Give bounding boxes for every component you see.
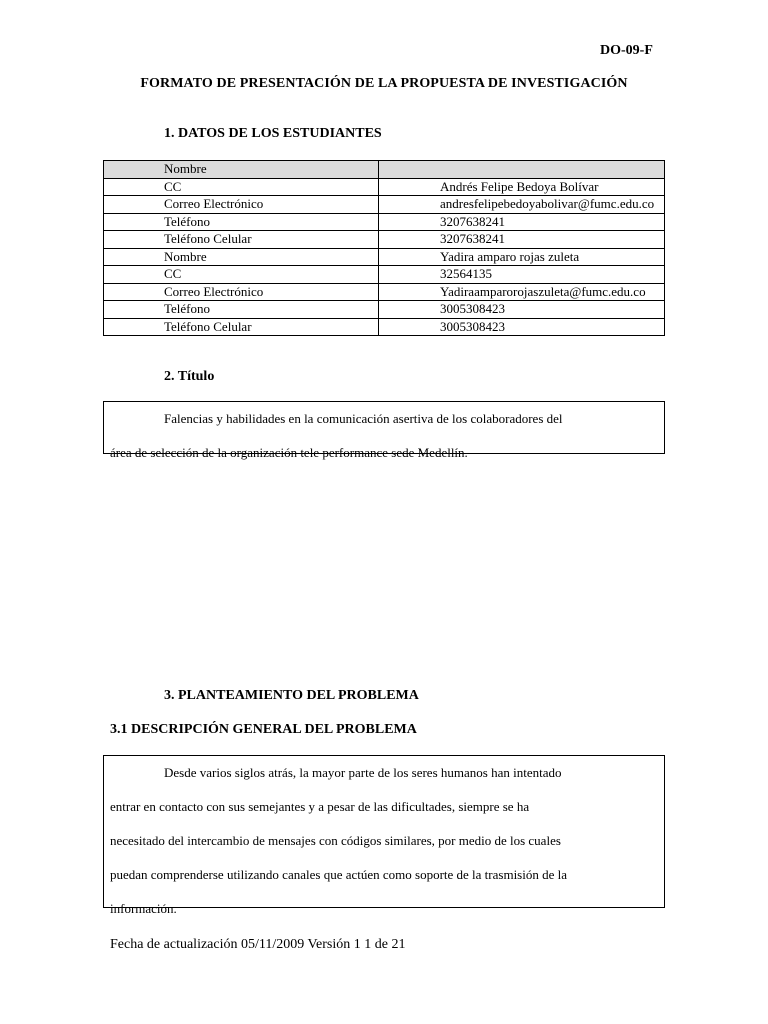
field-label-cell: Correo Electrónico xyxy=(104,196,379,214)
footer-update-info: Fecha de actualización 05/11/2009 Versión 1 1 de 21 xyxy=(110,937,406,952)
field-value-cell: Andrés Felipe Bedoya Bolívar xyxy=(379,178,665,196)
problem-text-line: información. xyxy=(110,901,177,916)
section-problem-description-heading: 3.1 DESCRIPCIÓN GENERAL DEL PROBLEMA xyxy=(110,722,417,737)
table-row xyxy=(104,196,665,214)
field-value-cell: 3005308423 xyxy=(379,318,665,336)
field-value-cell: 3005308423 xyxy=(379,301,665,319)
field-value-cell: Yadira amparo rojas zuleta xyxy=(379,248,665,266)
document-code: DO-09-F xyxy=(600,43,653,58)
table-row xyxy=(104,318,665,336)
field-label-cell: Teléfono Celular xyxy=(104,318,379,336)
field-label-cell: Nombre xyxy=(104,248,379,266)
table-row xyxy=(104,178,665,196)
field-value-cell: Yadiraamparorojaszuleta@fumc.edu.co xyxy=(379,283,665,301)
field-value-cell: 32564135 xyxy=(379,266,665,284)
section-title-heading: 2. Título xyxy=(164,369,215,384)
title-text-line: Falencias y habilidades en la comunicación asertiva de los colaboradores del xyxy=(164,411,563,426)
section-problem-heading: 3. PLANTEAMIENTO DEL PROBLEMA xyxy=(164,688,419,703)
page-title: FORMATO DE PRESENTACIÓN DE LA PROPUESTA DE INVESTIGACIÓN xyxy=(140,76,628,91)
problem-text-line: entrar en contacto con sus semejantes y a pesar de las dificultades, siempre se ha xyxy=(110,799,530,814)
field-label-cell: Teléfono xyxy=(104,301,379,319)
problem-text-line: Desde varios siglos atrás, la mayor parte de los seres humanos han intentado xyxy=(164,765,562,780)
field-value-cell: 3207638241 xyxy=(379,213,665,231)
field-label-cell: CC xyxy=(104,266,379,284)
table-row xyxy=(104,266,665,284)
field-label-cell: Teléfono xyxy=(104,213,379,231)
problem-description-box xyxy=(103,755,665,916)
title-box xyxy=(103,401,665,460)
table-row xyxy=(104,301,665,319)
title-text-line: área de selección de la organización tele performance sede Medellín. xyxy=(110,445,468,460)
table-row xyxy=(104,248,665,266)
table-row xyxy=(104,231,665,249)
section-students-heading: 1. DATOS DE LOS ESTUDIANTES xyxy=(164,126,382,141)
table-row xyxy=(104,213,665,231)
field-value-cell: 3207638241 xyxy=(379,231,665,249)
field-label-cell: Correo Electrónico xyxy=(104,283,379,301)
problem-text-line: necesitado del intercambio de mensajes con códigos similares, por medio de los cuales xyxy=(110,833,561,848)
field-label-cell: Nombre xyxy=(104,161,379,179)
field-value-cell: andresfelipebedoyabolivar@fumc.edu.co xyxy=(379,196,665,214)
table-row xyxy=(104,283,665,301)
field-label-cell: Teléfono Celular xyxy=(104,231,379,249)
field-label-cell: CC xyxy=(104,178,379,196)
field-value-cell xyxy=(379,161,665,179)
table-row xyxy=(104,161,665,179)
students-table xyxy=(103,160,665,336)
problem-text-line: puedan comprenderse utilizando canales que actúen como soporte de la trasmisión de la xyxy=(110,867,567,882)
